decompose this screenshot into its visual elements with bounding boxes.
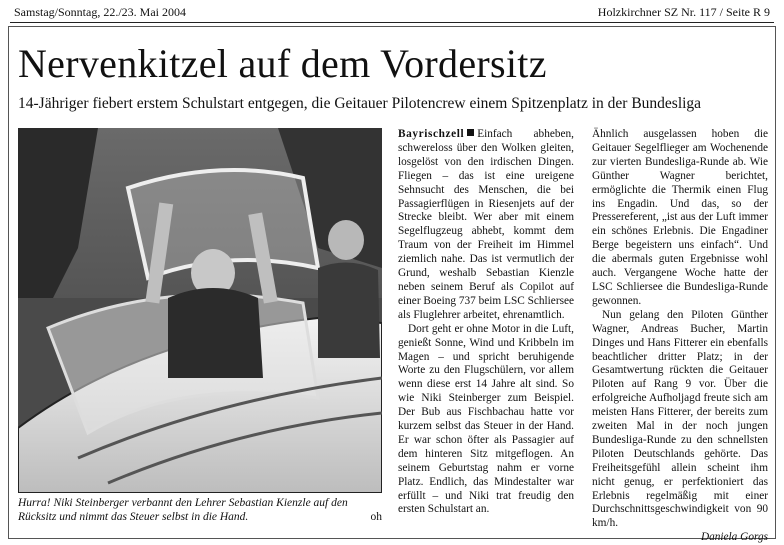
subheadline: 14-Jähriger fiebert erstem Schulstart entgegen, die Geitauer Pilotencrew einem Spitzenplatz in der Bundesliga xyxy=(18,95,702,112)
headline: Nervenkitzel auf dem Vordersitz xyxy=(18,41,547,86)
photo-credit: oh xyxy=(370,511,382,523)
caption-text: Hurra! Niki Steinberger verbannt den Lehrer Sebastian Kienzle auf den Rücksitz und nimmt das Steuer selbst in die Hand. xyxy=(18,497,348,523)
article-photo xyxy=(18,128,382,493)
paragraph: Ähnlich ausgelassen hoben die Geitauer Segelflieger am Wochenende zur vierten Bundesliga-Runde ab. Wie Günther Wagner berichtet, ermöglichte die Thermik einen Flug ins Engadin. Und das, so der Pressereferent, „ist aus der Luft immer ein schönes Erlebnis. Die Engadiner Berge begeistern uns einfach“. Und die abermals guten Ergebnisse wohl auch. Vergangene Woche hatte der LSC Schliersee die Bundesliga-Runde gewonnen. xyxy=(592,128,768,307)
paragraph xyxy=(398,128,574,323)
photo-caption xyxy=(18,496,382,524)
page-issue: Holzkirchner SZ Nr. 117 / Seite R 9 xyxy=(597,5,770,19)
paragraph-text: Einfach abheben, schwereloss über den Wolken gleiten, losgelöst von den irdischen Dingen. Fliegen – das ist eine ureigene Sehnsucht des Menschen, die bei Passagierflügen in Riesenjets auf der Strecke bleibt. Wer aber mit einem Segelflugzeug abhebt, kommt dem Traum von der Freiheit im Himmel ziemlich nahe. Das ist vermutlich der Grund, weshalb Sebastian Kienzle neben seinem Beruf als Copilot auf einer Boeing 737 beim LSC Schliersee als Fluglehrer arbeitet, ehrenamtlich. xyxy=(398,128,575,321)
article-column-2 xyxy=(592,128,768,545)
square-icon xyxy=(467,129,474,136)
paragraph: Nun gelang den Piloten Günther Wagner, Andreas Bucher, Martin Dinges und Hans Fitterer ein ebenfalls beachtlicher dritter Platz; in der Gesamtwertung rückten die Geitauer Piloten auf Rang 9 vor. Über die erfolgreiche Aufholjagd freute sich am meisten Hans Fitterer, der bereits zum zweiten Mal in der noch jungen Bundesliga-Runde zu den schnellsten Piloten Deutschlands gehörte. Das Freiheitsgefühl allein scheint ihm nicht genug, er perfektioniert das Erlebnis regelmäßig mit einer Durchschnittsgeschwindigkeit von 90 km/h. xyxy=(592,308,768,530)
page-date: Samstag/Sonntag, 22./23. Mai 2004 xyxy=(14,5,186,19)
dateline: Bayrischzell xyxy=(398,128,465,140)
paragraph: Dort geht er ohne Motor in die Luft, genießt Sonne, Wind und Kribbeln im Magen – und spricht beruhigende Worte zu den Flugschülern, vor allem wenn diese erst 14 Jahre alt sind. So wie Niki Steinberger zum Beispiel. Der Bub aus Fischbachau hatte vor kurzem selbst das Steuer in der Hand. Er war schon öfter als Passagier auf dem hinteren Sitz mitgeflogen. An seinem Geburtstag nahm er vorne Platz. Endlich, das Mindestalter war erfüllt – und Niki trat freudig den ersten Schulstart an. xyxy=(398,322,574,516)
article-column-1 xyxy=(398,128,574,517)
author: Daniela Gorgs xyxy=(700,531,768,544)
top-rule xyxy=(10,22,774,23)
